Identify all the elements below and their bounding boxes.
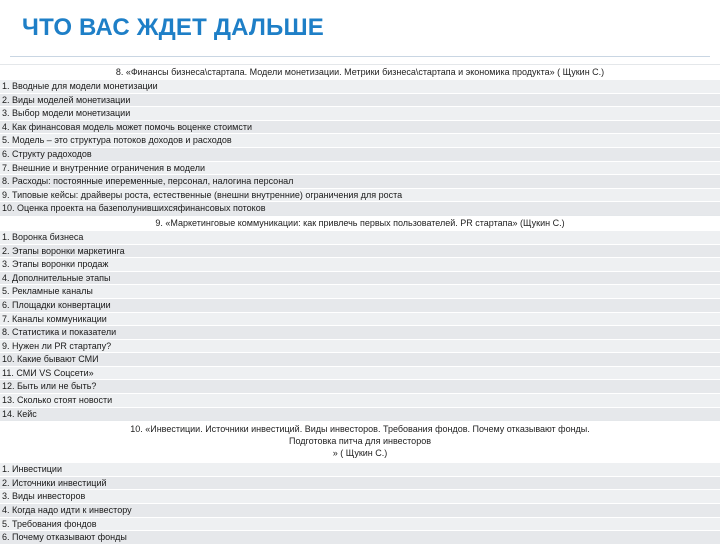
list-item: 3. Этапы воронки продаж — [0, 257, 720, 271]
curriculum-table — [0, 64, 720, 544]
list-item: 1. Воронка бизнеса — [0, 230, 720, 244]
list-item: 10. Оценка проекта на базеполунившихсяфинансовых потоков — [0, 201, 720, 215]
list-item: 6. Площадки конвертации — [0, 298, 720, 312]
section-header-line: » ( Щукин С.) — [332, 448, 388, 459]
list-item: 3. Виды инвесторов — [0, 489, 720, 503]
section-header-line: 10. «Инвестиции. Источники инвестиций. Виды инвесторов. Требования фондов. Почему отказывают фонды. — [130, 424, 590, 435]
list-item: 1. Инвестиции — [0, 462, 720, 476]
list-item: 5. Модель – это структура потоков доходов и расходов — [0, 133, 720, 147]
list-item: 8. Расходы: постоянные ипеременные, персонал, налогина персонал — [0, 174, 720, 188]
section-items-8 — [0, 79, 720, 215]
list-item: 5. Требования фондов — [0, 517, 720, 531]
list-item: 10. Какие бывают СМИ — [0, 352, 720, 366]
list-item: 12. Быть или не быть? — [0, 379, 720, 393]
section-items-10 — [0, 462, 720, 544]
section-header-line: 8. «Финансы бизнеса\стартапа. Модели монетизации. Метрики бизнеса\стартапа и экономика продукта» ( Щукин С.) — [115, 67, 605, 77]
section-header-line: Подготовка питча для инвесторов — [289, 436, 431, 447]
list-item: 6. Структу радоходов — [0, 147, 720, 161]
list-item: 7. Внешние и внутренние ограничения в модели — [0, 161, 720, 175]
section-header-line: 9. «Маркетинговые коммуникации: как привлечь первых пользователей. PR стартапа» (Щукин С.) — [155, 217, 565, 228]
list-item: 4. Дополнительные этапы — [0, 271, 720, 285]
list-item: 2. Виды моделей монетизации — [0, 93, 720, 107]
list-item: 6. Почему отказывают фонды — [0, 530, 720, 544]
list-item: 4. Как финансовая модель может помочь воценке стоимсти — [0, 120, 720, 134]
list-item: 2. Источники инвестиций — [0, 476, 720, 490]
section-items-9 — [0, 230, 720, 420]
list-item: 9. Нужен ли PR стартапу? — [0, 339, 720, 353]
list-item: 11. СМИ VS Соцсети» — [0, 366, 720, 380]
section-header-10 — [0, 420, 720, 462]
section-header-8 — [0, 64, 720, 79]
list-item: 2. Этапы воронки маркетинга — [0, 244, 720, 258]
list-item: 3. Выбор модели монетизации — [0, 106, 720, 120]
list-item: 8. Статистика и показатели — [0, 325, 720, 339]
list-item: 4. Когда надо идти к инвестору — [0, 503, 720, 517]
list-item: 7. Каналы коммуникации — [0, 312, 720, 326]
list-item: 14. Кейс — [0, 407, 720, 421]
list-item: 9. Типовые кейсы: драйверы роста, естественные (внешни внутренние) ограничения для роста — [0, 188, 720, 202]
list-item: 1. Вводные для модели монетизации — [0, 79, 720, 93]
title-divider — [10, 56, 710, 57]
list-item: 5. Рекламные каналы — [0, 284, 720, 298]
section-header-9 — [0, 215, 720, 230]
list-item: 13. Сколько стоят новости — [0, 393, 720, 407]
slide-title: ЧТО ВАС ЖДЕТ ДАЛЬШЕ — [22, 14, 324, 41]
